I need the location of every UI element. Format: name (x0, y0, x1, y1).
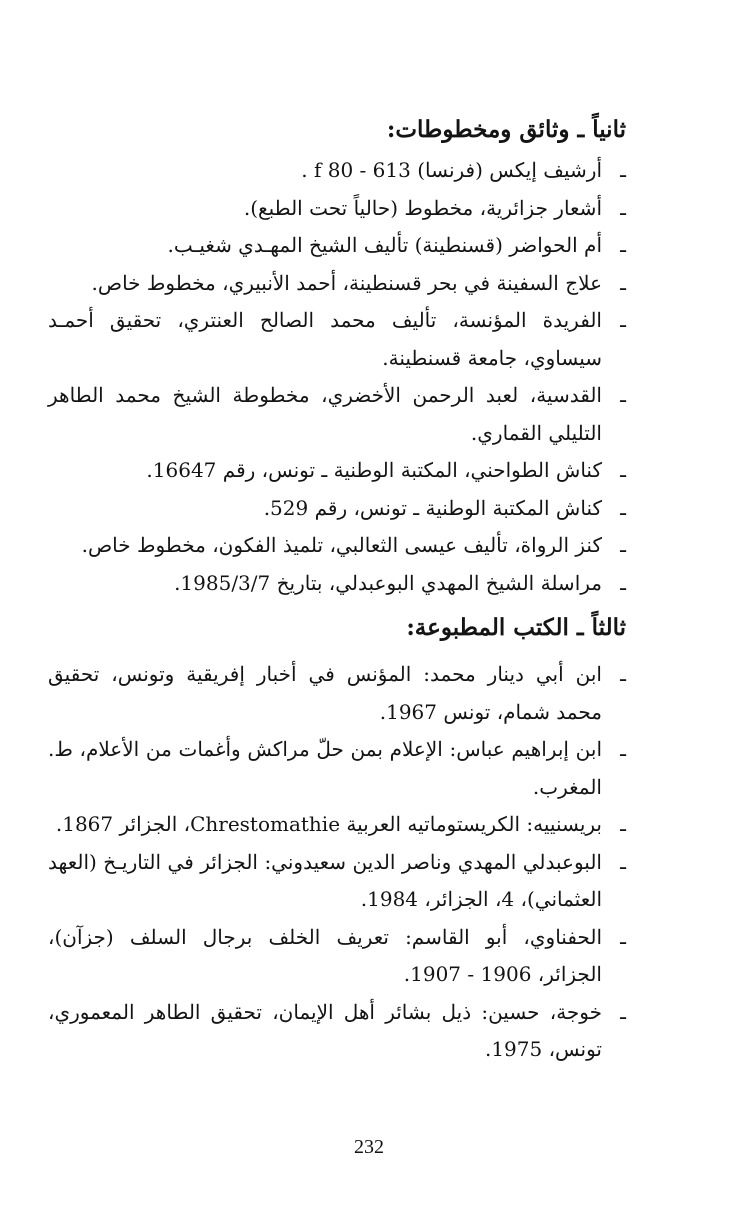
reference-item (48, 527, 626, 565)
reference-text: خوجة، حسين: ذيل بشائر أهل الإيمان، تحقيق الطاهر المعموري، تونس، 1975. (48, 999, 602, 1061)
list-dash: ـ (620, 924, 626, 949)
list-dash: ـ (620, 383, 626, 407)
list-dash: ـ (620, 495, 626, 520)
reference-list-printed-books (48, 656, 626, 1069)
list-dash: ـ (620, 458, 626, 482)
reference-item (48, 994, 626, 1069)
reference-item (48, 452, 626, 490)
reference-item (48, 490, 626, 528)
reference-item (48, 656, 626, 731)
reference-item (48, 731, 626, 806)
reference-text: مراسلة الشيخ المهدي البوعبدلي، بتاريخ 1985/3/7. (174, 570, 602, 595)
list-dash: ـ (620, 158, 626, 182)
section-heading-printed-books: ثالثاً ـ الكتب المطبوعة: (406, 614, 626, 641)
list-dash: ـ (620, 233, 626, 257)
list-dash: ـ (620, 570, 626, 595)
reference-text: كناش المكتبة الوطنية ـ تونس، رقم 529. (263, 495, 602, 520)
reference-text: أم الحواضر (قسنطينة) تأليف الشيخ المهـدي شغيـب. (167, 233, 602, 257)
list-dash: ـ (620, 737, 626, 761)
page-number: 232 (354, 1136, 384, 1158)
reference-item (48, 265, 626, 303)
reference-text: القدسية، لعبد الرحمن الأخضري، مخطوطة الشيخ محمد الطاهر التليلي القماري. (48, 383, 602, 445)
reference-item (48, 377, 626, 452)
reference-text: أرشيف إيكس (فرنسا) 613 - f 80 . (301, 158, 602, 182)
reference-text: بريسنييه: الكريستوماتيه العربية Chrestomathie، الجزائر 1867. (55, 812, 602, 836)
reference-text: ابن أبي دينار محمد: المؤنس في أخبار إفريقية وتونس، تحقيق محمد شمام، تونس 1967. (48, 662, 602, 724)
list-dash: ـ (620, 533, 626, 557)
list-dash: ـ (620, 849, 626, 874)
reference-item (48, 302, 626, 377)
reference-text: الحفناوي، أبو القاسم: تعريف الخلف برجال السلف (جزآن)، الجزائر، 1906 - 1907. (48, 924, 602, 986)
list-dash: ـ (620, 999, 626, 1024)
list-dash: ـ (620, 195, 626, 220)
reference-item (48, 565, 626, 603)
reference-list-documents (48, 152, 626, 602)
section-heading-documents-manuscripts: ثانياً ـ وثائق ومخطوطات: (386, 116, 626, 143)
reference-item (48, 919, 626, 994)
reference-text: كنز الرواة، تأليف عيسى الثعالبي، تلميذ الفكون، مخطوط خاص. (81, 533, 602, 557)
page-body (48, 112, 626, 1069)
list-dash: ـ (620, 308, 626, 332)
reference-text: ابن إبراهيم عباس: الإعلام بمن حلّ مراكش وأغمات من الأعلام، ط. المغرب. (48, 737, 602, 799)
reference-item (48, 844, 626, 919)
reference-item (48, 227, 626, 265)
list-dash: ـ (620, 662, 626, 686)
reference-text: الفريدة المؤنسة، تأليف محمد الصالح العنتري، تحقيق أحمـد سيساوي، جامعة قسنطينة. (48, 308, 602, 370)
list-dash: ـ (620, 270, 626, 295)
list-dash: ـ (620, 812, 626, 836)
reference-text: كناش الطواحني، المكتبة الوطنية ـ تونس، رقم 16647. (146, 458, 602, 482)
reference-item (48, 190, 626, 228)
reference-text: أشعار جزائرية، مخطوط (حالياً تحت الطبع). (243, 195, 602, 220)
reference-text: البوعبدلي المهدي وناصر الدين سعيدوني: الجزائر في التاريـخ (العهد العثماني)، 4، الجزائر، 1984. (48, 849, 602, 911)
reference-item (48, 152, 626, 190)
reference-text: علاج السفينة في بحر قسنطينة، أحمد الأنبيري، مخطوط خاص. (91, 270, 602, 295)
reference-item (48, 806, 626, 844)
